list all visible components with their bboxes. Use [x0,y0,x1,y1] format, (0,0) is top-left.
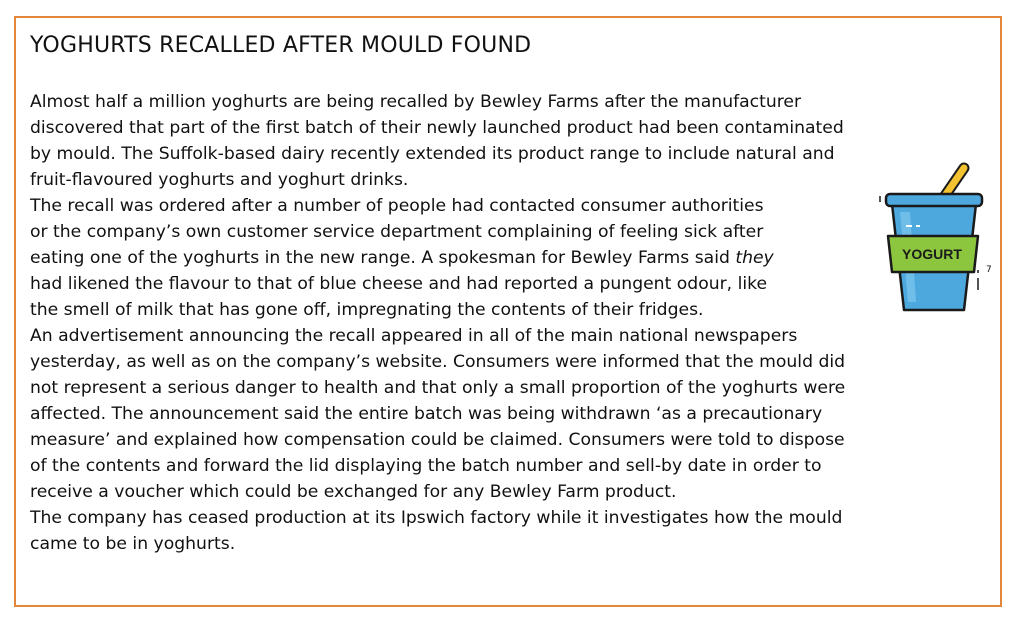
text-line: or the company’s own customer service department complaining of feeling sick after [30,222,764,242]
emphasis-word: they [735,248,774,268]
text-line: fruit-flavoured yoghurts and yoghurt drinks. [30,170,409,190]
text-line: measure’ and explained how compensation could be claimed. Consumers were told to dispose [30,430,845,450]
text-line: of the contents and forward the lid displaying the batch number and sell-by date in order to [30,456,822,476]
article-body [30,89,990,557]
text-line: by mould. The Suffolk-based dairy recently extended its product range to include natural and [30,144,835,164]
text-line: yesterday, as well as on the company’s website. Consumers were informed that the mould did [30,352,846,372]
text-line: The company has ceased production at its Ipswich factory while it investigates how the mould [30,508,843,528]
text-line: not represent a serious danger to health and that only a small proportion of the yoghurts were [30,378,846,398]
paragraph-1 [30,89,990,193]
text-line: The recall was ordered after a number of people had contacted consumer authorities [30,196,764,216]
text-line-with-emphasis [30,245,990,271]
text-line: receive a voucher which could be exchanged for any Bewley Farm product. [30,482,677,502]
text-line: affected. The announcement said the entire batch was being withdrawn ‘as a precautionary [30,404,823,424]
text-line: came to be in yoghurts. [30,534,236,554]
paragraph-4 [30,505,990,557]
text-line: An advertisement announcing the recall appeared in all of the main national newspapers [30,326,798,346]
text-fragment: eating one of the yoghurts in the new range. A spokesman for Bewley Farms said [30,248,736,268]
text-line: Almost half a million yoghurts are being recalled by Bewley Farms after the manufacturer [30,92,802,112]
footnote-number: 7 [986,265,992,275]
paragraph-3 [30,323,990,505]
text-line: the smell of milk that has gone off, impregnating the contents of their fridges. [30,300,704,320]
yogurt-cup-icon [870,160,990,320]
paragraph-2 [30,193,990,323]
yogurt-label: YOGURT [902,246,962,262]
article-title: YOGHURTS RECALLED AFTER MOULD FOUND [30,33,532,58]
text-line: discovered that part of the first batch of their newly launched product had been contaminated [30,118,844,138]
text-line: had likened the flavour to that of blue cheese and had reported a pungent odour, like [30,274,768,294]
